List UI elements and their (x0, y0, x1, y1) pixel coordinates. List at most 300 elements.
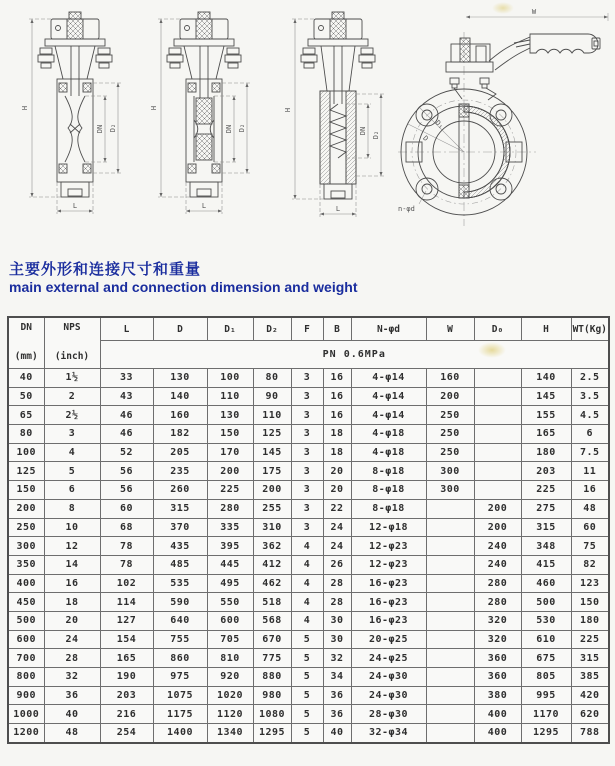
table-cell: 755 (153, 630, 207, 649)
table-cell: 320 (474, 611, 521, 630)
table-cell (426, 724, 474, 743)
table-cell: 150 (8, 481, 44, 500)
table-cell: 16 (323, 406, 351, 425)
table-cell: 315 (571, 649, 609, 668)
table-cell: 420 (571, 686, 609, 705)
table-cell: 275 (521, 499, 571, 518)
table-cell: 1295 (253, 724, 291, 743)
table-cell (426, 499, 474, 518)
table-cell: 160 (426, 369, 474, 388)
table-cell (426, 630, 474, 649)
table-cell: 24 (323, 518, 351, 537)
table-cell: 20-φ25 (351, 630, 426, 649)
table-cell: 240 (474, 537, 521, 556)
table-cell: 300 (426, 462, 474, 481)
table-cell: 48 (44, 724, 100, 743)
table-cell: 4-φ14 (351, 369, 426, 388)
dimension-table (7, 316, 610, 744)
table-cell: 150 (207, 425, 253, 444)
table-cell: 250 (426, 443, 474, 462)
table-cell: 75 (571, 537, 609, 556)
table-row (8, 406, 609, 425)
column-header-7: W (426, 317, 474, 341)
table-cell (426, 611, 474, 630)
table-cell: 360 (474, 649, 521, 668)
table-cell: 550 (207, 593, 253, 612)
table-row (8, 611, 609, 630)
table-cell: 810 (207, 649, 253, 668)
table-row (8, 649, 609, 668)
table-cell: 200 (474, 518, 521, 537)
table-cell: 280 (474, 593, 521, 612)
table-cell: 8-φ18 (351, 499, 426, 518)
table-cell: 34 (323, 668, 351, 687)
table-cell: 16 (323, 387, 351, 406)
dim-label-d2: D₂ (109, 123, 117, 133)
column-header-3: D₂ (253, 317, 291, 341)
table-cell: 165 (521, 425, 571, 444)
table-cell: 1340 (207, 724, 253, 743)
table-cell: 102 (100, 574, 153, 593)
table-cell: 250 (8, 518, 44, 537)
table-cell: 400 (8, 574, 44, 593)
table-cell: 24-φ25 (351, 649, 426, 668)
table-cell: 1075 (153, 686, 207, 705)
table-cell: 700 (8, 649, 44, 668)
table-cell: 600 (8, 630, 44, 649)
table-cell: 2.5 (571, 369, 609, 388)
table-cell: 216 (100, 705, 153, 724)
table-cell: 32 (44, 668, 100, 687)
table-cell: 462 (253, 574, 291, 593)
table-cell: 28 (323, 593, 351, 612)
table-cell: 485 (153, 555, 207, 574)
table-cell (474, 425, 521, 444)
table-cell: 125 (8, 462, 44, 481)
table-cell: 530 (521, 611, 571, 630)
table-cell: 5 (291, 630, 323, 649)
table-cell: 18 (44, 593, 100, 612)
table-cell: 3.5 (571, 387, 609, 406)
table-cell: 50 (8, 387, 44, 406)
table-cell: 200 (8, 499, 44, 518)
valve-section-view-3 (281, 6, 396, 231)
column-header-4: F (291, 317, 323, 341)
table-cell: 165 (100, 649, 153, 668)
table-cell: 2½ (44, 406, 100, 425)
table-cell: 36 (323, 705, 351, 724)
table-cell: 80 (253, 369, 291, 388)
table-cell: 20 (323, 462, 351, 481)
table-cell: 16 (323, 369, 351, 388)
dim-label-l: L (335, 205, 341, 213)
dim-label-d: D (421, 134, 430, 143)
table-cell: 310 (253, 518, 291, 537)
valve-section-view-1 (18, 6, 133, 228)
table-cell: 16-φ23 (351, 593, 426, 612)
table-cell: 40 (8, 369, 44, 388)
table-cell: 568 (253, 611, 291, 630)
table-cell: 180 (521, 443, 571, 462)
table-cell: 180 (571, 611, 609, 630)
table-cell: 1400 (153, 724, 207, 743)
table-cell: 1080 (253, 705, 291, 724)
valve-section-view-2 (147, 6, 262, 228)
dim-label-dn: DN (225, 124, 233, 134)
table-cell: 225 (571, 630, 609, 649)
table-cell: 200 (253, 481, 291, 500)
table-cell: 114 (100, 593, 153, 612)
dim-label-dn: DN (96, 124, 104, 134)
table-cell: 78 (100, 537, 153, 556)
column-header-10: WT(Kg) (571, 317, 609, 341)
table-cell: 4-φ18 (351, 425, 426, 444)
table-cell: 4 (291, 537, 323, 556)
table-cell: 145 (521, 387, 571, 406)
table-cell: 8 (44, 499, 100, 518)
table-cell: 320 (474, 630, 521, 649)
table-cell: 1000 (8, 705, 44, 724)
table-cell: 3 (291, 499, 323, 518)
table-cell: 110 (253, 406, 291, 425)
table-cell (426, 537, 474, 556)
column-header-dn-unit-top: DN (20, 322, 32, 333)
table-cell: 123 (571, 574, 609, 593)
column-header-nps (44, 317, 100, 369)
table-cell (426, 705, 474, 724)
table-cell: 412 (253, 555, 291, 574)
table-cell: 450 (8, 593, 44, 612)
table-row (8, 686, 609, 705)
table-row (8, 630, 609, 649)
table-cell: 335 (207, 518, 253, 537)
table-cell: 32 (323, 649, 351, 668)
table-cell (474, 387, 521, 406)
table-cell: 2 (44, 387, 100, 406)
table-cell: 56 (100, 481, 153, 500)
dim-label-l: L (72, 202, 78, 210)
dim-label-dn: DN (359, 126, 367, 136)
table-cell: 28 (44, 649, 100, 668)
table-cell (474, 481, 521, 500)
table-cell (426, 574, 474, 593)
table-cell: 5 (291, 668, 323, 687)
table-cell: 12-φ18 (351, 518, 426, 537)
table-cell: 385 (571, 668, 609, 687)
table-cell: 14 (44, 555, 100, 574)
table-cell: 1295 (521, 724, 571, 743)
table-cell: 16-φ23 (351, 574, 426, 593)
table-cell: 1120 (207, 705, 253, 724)
table-cell: 36 (323, 686, 351, 705)
table-cell: 110 (207, 387, 253, 406)
table-cell: 130 (207, 406, 253, 425)
table-cell: 60 (100, 499, 153, 518)
table-cell: 250 (426, 425, 474, 444)
table-cell: 3 (291, 462, 323, 481)
table-cell: 4 (291, 593, 323, 612)
table-cell: 5 (291, 724, 323, 743)
column-header-dn-unit-bottom: (mm) (14, 351, 38, 362)
table-cell: 28 (323, 574, 351, 593)
dim-label-h: H (21, 105, 29, 111)
table-cell: 30 (323, 611, 351, 630)
table-cell: 860 (153, 649, 207, 668)
table-cell: 32-φ34 (351, 724, 426, 743)
column-header-2: D₁ (207, 317, 253, 341)
table-cell: 127 (100, 611, 153, 630)
table-cell: 130 (153, 369, 207, 388)
table-cell: 36 (44, 686, 100, 705)
table-cell: 80 (8, 425, 44, 444)
table-cell: 350 (8, 555, 44, 574)
table-cell: 254 (100, 724, 153, 743)
table-cell: 12-φ23 (351, 537, 426, 556)
table-cell: 3 (291, 518, 323, 537)
table-cell: 4-φ14 (351, 406, 426, 425)
table-cell: 240 (474, 555, 521, 574)
table-row (8, 537, 609, 556)
column-header-1: D (153, 317, 207, 341)
column-header-nps-unit-top: NPS (63, 322, 81, 333)
table-cell: 1½ (44, 369, 100, 388)
table-cell: 6 (571, 425, 609, 444)
table-row (8, 593, 609, 612)
table-cell: 3 (291, 443, 323, 462)
table-cell: 40 (44, 705, 100, 724)
table-cell: 610 (521, 630, 571, 649)
table-cell: 28-φ30 (351, 705, 426, 724)
table-cell: 395 (207, 537, 253, 556)
table-cell: 300 (8, 537, 44, 556)
table-row (8, 518, 609, 537)
table-cell: 200 (207, 462, 253, 481)
table-cell: 46 (100, 406, 153, 425)
table-header-row (8, 317, 609, 341)
table-row (8, 574, 609, 593)
table-cell: 16 (571, 481, 609, 500)
table-cell: 78 (100, 555, 153, 574)
table-cell: 56 (100, 462, 153, 481)
table-cell: 20 (44, 611, 100, 630)
table-cell: 360 (474, 668, 521, 687)
table-row (8, 705, 609, 724)
table-cell: 65 (8, 406, 44, 425)
table-cell: 125 (253, 425, 291, 444)
table-cell: 155 (521, 406, 571, 425)
table-cell: 30 (323, 630, 351, 649)
table-cell: 4-φ14 (351, 387, 426, 406)
table-cell: 145 (253, 443, 291, 462)
table-cell: 5 (291, 649, 323, 668)
table-row (8, 724, 609, 743)
table-cell: 315 (153, 499, 207, 518)
table-row (8, 369, 609, 388)
pressure-note: PN 0.6MPa (100, 341, 609, 369)
table-cell: 3 (291, 425, 323, 444)
table-cell: 10 (44, 518, 100, 537)
table-cell: 900 (8, 686, 44, 705)
table-cell: 280 (474, 574, 521, 593)
table-cell: 445 (207, 555, 253, 574)
table-cell (474, 462, 521, 481)
table-cell: 203 (521, 462, 571, 481)
table-cell (426, 668, 474, 687)
table-cell: 8-φ18 (351, 462, 426, 481)
table-cell: 1175 (153, 705, 207, 724)
table-cell: 1020 (207, 686, 253, 705)
table-cell: 4 (291, 574, 323, 593)
table-cell: 400 (474, 705, 521, 724)
table-cell: 620 (571, 705, 609, 724)
table-cell: 535 (153, 574, 207, 593)
table-cell: 600 (207, 611, 253, 630)
table-cell: 4-φ18 (351, 443, 426, 462)
table-cell: 60 (571, 518, 609, 537)
table-body (8, 369, 609, 743)
table-cell: 26 (323, 555, 351, 574)
table-cell: 3 (291, 406, 323, 425)
table-cell: 154 (100, 630, 153, 649)
table-cell: 235 (153, 462, 207, 481)
table-cell: 190 (100, 668, 153, 687)
table-row (8, 425, 609, 444)
column-header-5: B (323, 317, 351, 341)
column-header-6: N-φd (351, 317, 426, 341)
table-cell (474, 369, 521, 388)
table-cell: 775 (253, 649, 291, 668)
table-cell: 48 (571, 499, 609, 518)
table-cell: 3 (291, 387, 323, 406)
table-row (8, 387, 609, 406)
table-cell: 300 (426, 481, 474, 500)
dim-label-d2: D₂ (372, 130, 380, 140)
table-cell: 225 (207, 481, 253, 500)
table-cell: 24-φ30 (351, 668, 426, 687)
column-header-8: D₀ (474, 317, 521, 341)
table-cell: 995 (521, 686, 571, 705)
table-cell: 18 (323, 443, 351, 462)
table-cell: 435 (153, 537, 207, 556)
table-cell: 140 (521, 369, 571, 388)
table-cell: 518 (253, 593, 291, 612)
table-cell: 11 (571, 462, 609, 481)
table-cell: 805 (521, 668, 571, 687)
column-header-9: H (521, 317, 571, 341)
table-cell: 3 (291, 369, 323, 388)
column-header-dn (8, 317, 44, 369)
table-cell: 22 (323, 499, 351, 518)
table-cell: 8-φ18 (351, 481, 426, 500)
table-cell: 1200 (8, 724, 44, 743)
table-cell: 170 (207, 443, 253, 462)
table-cell: 500 (8, 611, 44, 630)
table-cell: 4.5 (571, 406, 609, 425)
table-cell: 82 (571, 555, 609, 574)
table-cell: 5 (291, 686, 323, 705)
table-cell: 24 (323, 537, 351, 556)
table-cell: 415 (521, 555, 571, 574)
table-cell: 175 (253, 462, 291, 481)
table-cell: 6 (44, 481, 100, 500)
table-cell: 200 (426, 387, 474, 406)
table-cell: 250 (426, 406, 474, 425)
table-cell: 40 (323, 724, 351, 743)
valve-front-view (396, 4, 615, 230)
page-title-zh: 主要外形和连接尺寸和重量 (9, 260, 202, 278)
table-cell: 33 (100, 369, 153, 388)
table-row (8, 555, 609, 574)
table-cell: 590 (153, 593, 207, 612)
table-row (8, 481, 609, 500)
table-cell: 52 (100, 443, 153, 462)
table-cell: 315 (521, 518, 571, 537)
table-cell: 4 (291, 611, 323, 630)
table-cell: 705 (207, 630, 253, 649)
table-row (8, 499, 609, 518)
dim-label-h: H (150, 105, 158, 111)
table-cell: 12-φ23 (351, 555, 426, 574)
table-cell (426, 518, 474, 537)
table-cell: 370 (153, 518, 207, 537)
table-cell: 800 (8, 668, 44, 687)
table-cell: 980 (253, 686, 291, 705)
table-cell: 4 (44, 443, 100, 462)
table-cell: 362 (253, 537, 291, 556)
dim-label-d1: D₁ (433, 118, 446, 131)
table-cell: 24-φ30 (351, 686, 426, 705)
table-cell: 5 (44, 462, 100, 481)
table-cell: 920 (207, 668, 253, 687)
table-cell: 200 (474, 499, 521, 518)
table-cell: 20 (323, 481, 351, 500)
table-row (8, 443, 609, 462)
page-title-en: main external and connection dimension and weight (9, 278, 358, 295)
table-cell (426, 649, 474, 668)
table-cell: 16 (44, 574, 100, 593)
dim-label-w: W (531, 8, 537, 16)
table-cell: 68 (100, 518, 153, 537)
table-cell: 260 (153, 481, 207, 500)
table-cell: 4 (291, 555, 323, 574)
table-cell: 182 (153, 425, 207, 444)
table-cell: 640 (153, 611, 207, 630)
table-cell (474, 443, 521, 462)
table-cell (474, 406, 521, 425)
table-cell: 255 (253, 499, 291, 518)
table-cell: 12 (44, 537, 100, 556)
table-cell: 975 (153, 668, 207, 687)
table-cell (426, 686, 474, 705)
table-cell: 670 (253, 630, 291, 649)
table-cell: 100 (207, 369, 253, 388)
table-cell: 788 (571, 724, 609, 743)
title-block (9, 260, 358, 296)
table-cell: 400 (474, 724, 521, 743)
dim-label-l: L (201, 202, 207, 210)
table-cell: 43 (100, 387, 153, 406)
table-cell: 675 (521, 649, 571, 668)
table-cell: 100 (8, 443, 44, 462)
table-cell: 205 (153, 443, 207, 462)
column-header-0: L (100, 317, 153, 341)
table-cell: 348 (521, 537, 571, 556)
column-header-nps-unit-bottom: (inch) (54, 351, 90, 362)
table-cell: 500 (521, 593, 571, 612)
table-cell: 3 (291, 481, 323, 500)
table-cell: 460 (521, 574, 571, 593)
table-cell: 203 (100, 686, 153, 705)
